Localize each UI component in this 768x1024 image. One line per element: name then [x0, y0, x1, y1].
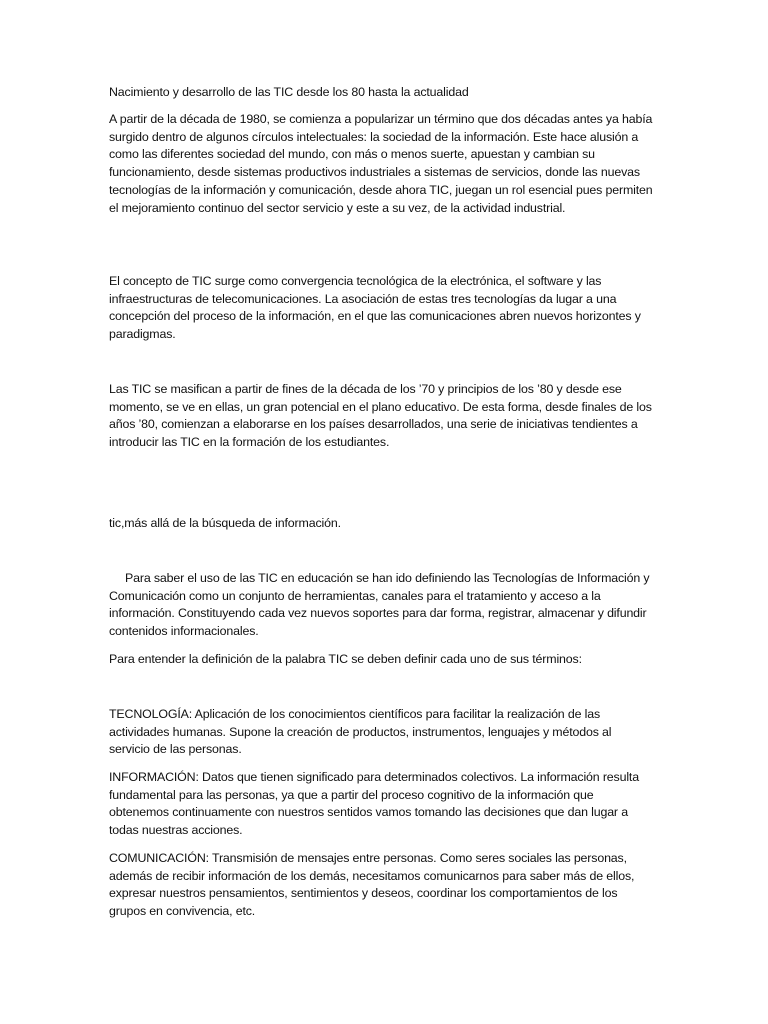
paragraph-concepto-tic: El concepto de TIC surge como convergencia tecnológica de la electrónica, el software y las infraestructuras de telecomunicaciones. La asociación de estas tres tecnologías da lugar a una concepción del proceso de la información, en el que las comunicaciones abren nuevos horizontes y paradigmas. — [109, 274, 641, 342]
document-title: Nacimiento y desarrollo de las TIC desde los 80 hasta la actualidad — [109, 85, 469, 99]
definition-tecnologia: TECNOLOGÍA: Aplicación de los conocimientos científicos para facilitar la realización de las actividades humanas. Supone la creación de productos, instrumentos, lenguajes y métodos al servicio de las personas. — [109, 707, 612, 757]
paragraph-masificacion-tic: Las TIC se masifican a partir de fines de la década de los ’70 y principios de los ’80 y desde ese momento, se ve en ellas, un gran potencial en el plano educativo. De esta forma, desde finales de los años ’80, comienzan a elaborarse en los países desarrollados, una serie de iniciativas tendientes a introducir las TIC en la formación de los estudiantes. — [109, 382, 652, 450]
paragraph-uso-tic-educacion: Para saber el uso de las TIC en educación se han ido definiendo las Tecnologías de Información y Comunicación como un conjunto de herramientas, canales para el tratamiento y acceso a la información. Constituyendo cada vez nuevos soportes para dar forma, registrar, almacenar y difundir contenidos informacionales. — [109, 571, 650, 639]
definition-informacion: INFORMACIÓN: Datos que tienen significado para determinados colectivos. La información resulta fundamental para las personas, ya que a partir del proceso cognitivo de la información que obtenemos continuamente con nuestros sentidos vamos tomando las decisiones que dan lugar a todas nuestras acciones. — [109, 770, 639, 838]
paragraph-sociedad-informacion: A partir de la década de 1980, se comienza a popularizar un término que dos décadas antes ya había surgido dentro de algunos círculos intelectuales: la sociedad de la información. Este hace alusión a como las diferentes sociedad del mundo, con más o menos suerte, apuestan y cambian su funcionamiento, desde sistemas productivos industriales a sistemas de servicios, donde las nuevas tecnologías de la información y comunicación, desde ahora TIC, juegan un rol esencial pues permiten el mejoramiento continuo del sector servicio y este a su vez, de la actividad industrial. — [109, 112, 653, 215]
paragraph-definicion-intro: Para entender la definición de la palabra TIC se deben definir cada uno de sus términos: — [109, 652, 582, 666]
section-subtitle: tic,más allá de la búsqueda de información. — [109, 516, 341, 530]
definition-comunicacion: COMUNICACIÓN: Transmisión de mensajes entre personas. Como seres sociales las personas, además de recibir información de los demás, necesitamos comunicarnos para saber más de ellos, expresar nuestros pensamientos, sentimientos y deseos, coordinar los comportamientos de los grupos en convivencia, etc. — [109, 851, 635, 919]
